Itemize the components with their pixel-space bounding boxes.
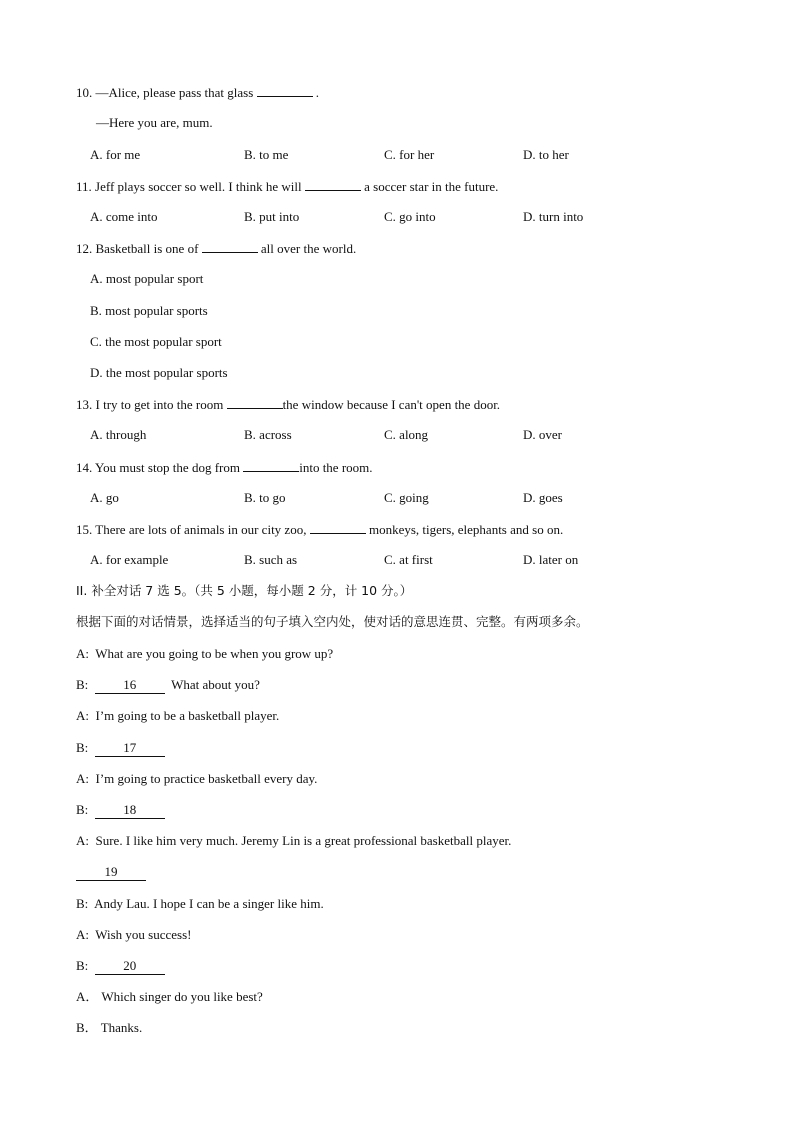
question-10-reply: —Here you are, mum. <box>96 115 213 130</box>
dialogue-line <box>76 802 794 819</box>
option-b: B. to go <box>244 490 286 505</box>
answer-blank <box>310 521 366 534</box>
answer-blank: 20 <box>95 958 165 975</box>
option-d: D. the most popular sports <box>90 365 228 380</box>
answer-blank: 19 <box>76 864 146 881</box>
option-d: D. goes <box>523 490 563 505</box>
option-a: A. through <box>90 427 147 442</box>
option-c: C. along <box>384 427 429 442</box>
speaker-label: B: <box>76 896 89 911</box>
speaker-label: B: <box>76 802 89 817</box>
option-c: C. for her <box>384 147 435 162</box>
option-a: A. for example <box>90 552 169 567</box>
option-c: C. go into <box>384 209 436 224</box>
dialogue-line <box>76 740 794 757</box>
answer-blank <box>257 84 313 97</box>
option-b: B. most popular sports <box>90 303 208 318</box>
option-a: A. for me <box>90 147 141 162</box>
answer-blank: 16 <box>95 677 165 694</box>
dialogue-text: Sure. I like him very much. Jeremy Lin is a great professional basketball player. <box>95 833 512 848</box>
dialogue-text: What about you? <box>171 677 260 692</box>
dialogue-line <box>76 677 794 694</box>
option-d: D. to her <box>523 147 569 162</box>
speaker-label: B: <box>76 958 89 973</box>
option-d: D. later on <box>523 552 579 567</box>
question-15-stem: 15. There are lots of animals in our city zoo, monkeys, tigers, elephants and so on. <box>76 522 564 537</box>
dialogue-text: I’m going to practice basketball every day. <box>95 771 318 786</box>
option-c: C. at first <box>384 552 433 567</box>
option-b: B. such as <box>244 552 298 567</box>
dialogue-line <box>76 646 794 662</box>
option-a: A. most popular sport <box>90 271 204 286</box>
option-b: B. put into <box>244 209 300 224</box>
speaker-label: A: <box>76 771 89 786</box>
section-heading: II. 补全对话 7 选 5。（共 5 小题，每小题 2 分，计 10 分。） <box>76 583 413 598</box>
option-a: A. go <box>90 490 119 505</box>
option-c: C. going <box>384 490 429 505</box>
dialogue-text: Andy Lau. I hope I can be a singer like him. <box>94 896 324 911</box>
dialogue-line <box>76 864 794 881</box>
question-10-stem: 10. —Alice, please pass that glass . <box>76 85 320 100</box>
question-11-stem: 11. Jeff plays soccer so well. I think he will a soccer star in the future. <box>76 179 499 194</box>
option-d: D. turn into <box>523 209 584 224</box>
speaker-label: A: <box>76 927 89 942</box>
question-14-stem: 14. You must stop the dog from into the room. <box>76 460 373 475</box>
dialogue-line <box>76 927 794 943</box>
option-a: A. come into <box>90 209 158 224</box>
option-b: B. to me <box>244 147 289 162</box>
speaker-label: A: <box>76 646 89 661</box>
answer-blank <box>227 396 283 409</box>
option-b: B. across <box>244 427 292 442</box>
dialogue-text: Wish you success! <box>95 927 192 942</box>
answer-blank <box>202 240 258 253</box>
option-c: C. the most popular sport <box>90 334 222 349</box>
question-13-stem: 13. I try to get into the room the window because I can't open the door. <box>76 397 501 412</box>
speaker-label: A: <box>76 833 89 848</box>
dialogue-text: What are you going to be when you grow up? <box>95 646 334 661</box>
speaker-label: B: <box>76 740 89 755</box>
dialogue-line <box>76 771 794 787</box>
dialogue-line <box>76 708 794 724</box>
speaker-label: A: <box>76 708 89 723</box>
dialogue-line <box>76 833 794 849</box>
dialogue-line <box>76 896 794 912</box>
speaker-label: B: <box>76 677 89 692</box>
choice-a: A． Which singer do you like best? <box>76 989 263 1004</box>
dialogue-line <box>76 958 794 975</box>
answer-blank: 18 <box>95 802 165 819</box>
section-instruction: 根据下面的对话情景，选择适当的句子填入空内处，使对话的意思连贯、完整。有两项多余。 <box>76 614 589 629</box>
question-12-stem: 12. Basketball is one of all over the world. <box>76 241 357 256</box>
answer-blank: 17 <box>95 740 165 757</box>
option-d: D. over <box>523 427 562 442</box>
dialogue-text: I’m going to be a basketball player. <box>95 708 280 723</box>
choice-b: B． Thanks. <box>76 1020 143 1035</box>
answer-blank <box>243 459 299 472</box>
answer-blank <box>305 178 361 191</box>
